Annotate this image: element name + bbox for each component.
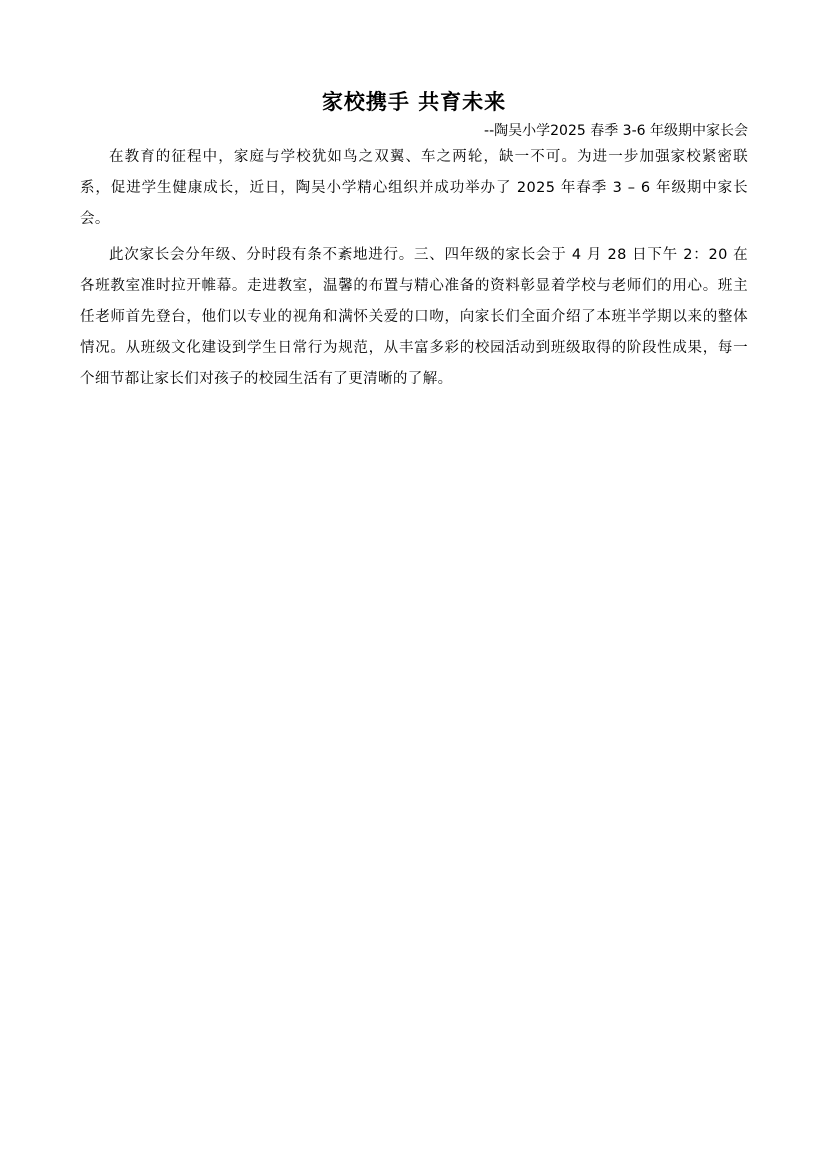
- document-title: 家校携手 共育未来: [321, 90, 507, 114]
- paragraph-meeting-details: 此次家长会分年级、分时段有条不紊地进行。三、四年级的家长会于 4 月 28 日下午 2：20 在各班教室准时拉开帷幕。走进教室，温馨的布置与精心准备的资料彰显着学校与老师们的用心。班主任老师首先登台，他们以专业的视角和满怀关爱的口吻，向家长们全面介绍了本班半学期以来的整体情况。从班级文化建设到学生日常行为规范，从丰富多彩的校园活动到班级取得的阶段性成果，每一个细节都让家长们对孩子的校园生活有了更清晰的了解。: [80, 247, 748, 387]
- document-subtitle: --陶吴小学2025 春季 3-6 年级期中家长会: [484, 123, 748, 139]
- paragraph-intro: 在教育的征程中，家庭与学校犹如鸟之双翼、车之两轮，缺一不可。为进一步加强家校紧密联系，促进学生健康成长，近日，陶吴小学精心组织并成功举办了 2025 年春季 3 – 6 年级期中家长会。: [80, 149, 748, 227]
- document-body: [80, 86, 748, 400]
